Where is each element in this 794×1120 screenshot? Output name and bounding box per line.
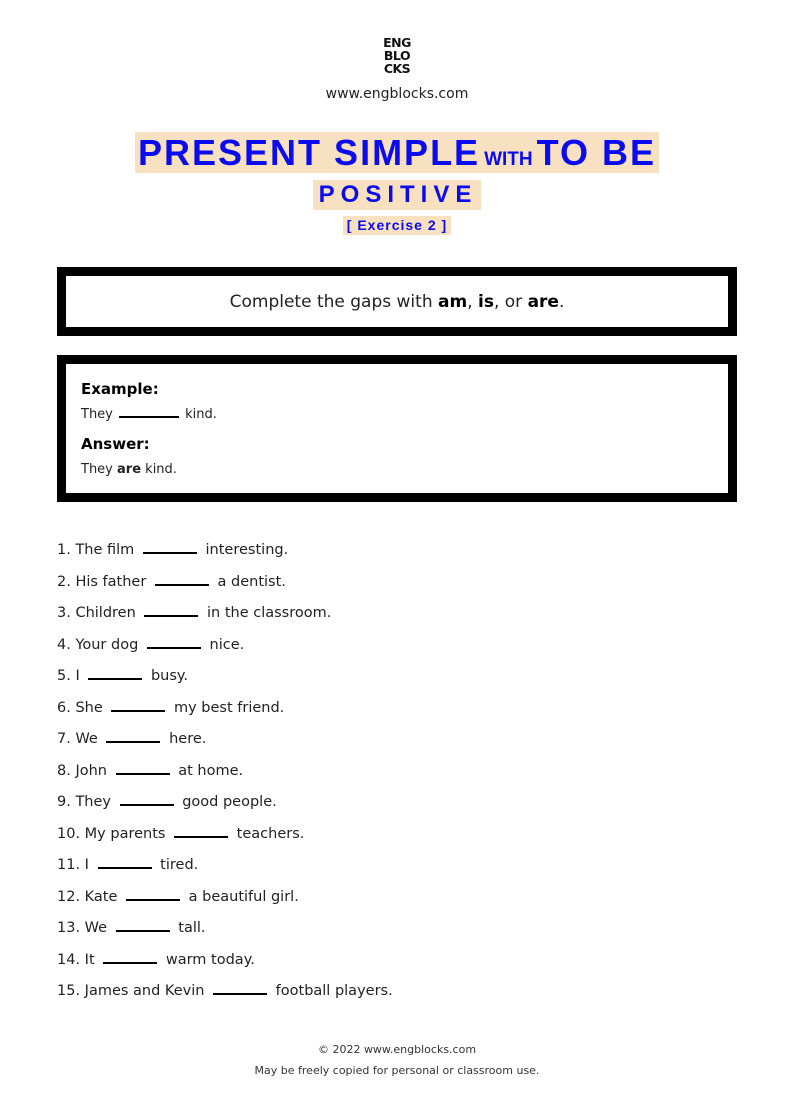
footer-copyright: © 2022 www.engblocks.com <box>317 1043 477 1056</box>
answer-blank[interactable] <box>111 696 165 712</box>
answer-blank[interactable] <box>116 916 170 932</box>
question-item: 2. His father a dentist. <box>57 570 737 602</box>
answer-blank[interactable] <box>147 633 201 649</box>
answer-blank[interactable] <box>143 538 197 554</box>
question-item: 5. I busy. <box>57 664 737 696</box>
answer-blank[interactable] <box>144 601 198 617</box>
worksheet-title <box>135 132 659 173</box>
logo-line: CKS <box>383 61 411 76</box>
answer-blank[interactable] <box>106 727 160 743</box>
answer-blank[interactable] <box>88 664 142 680</box>
question-item: 9. They good people. <box>57 790 737 822</box>
question-list <box>57 538 737 1011</box>
instruction-box <box>57 267 737 336</box>
answer-label: Answer: <box>81 435 150 453</box>
question-item: 13. We tall. <box>57 916 737 948</box>
footer-license: May be freely copied for personal or classroom use. <box>254 1064 540 1077</box>
instruction-text: Complete the gaps with am, is, or are. <box>229 291 565 312</box>
answer-blank[interactable] <box>120 790 174 806</box>
answer-blank[interactable] <box>213 979 267 995</box>
logo-line: ENG <box>383 35 411 50</box>
answer-blank[interactable] <box>98 853 152 869</box>
logo-line: BLO <box>383 48 411 63</box>
answer-sentence: They are kind. <box>81 462 177 477</box>
question-item: 15. James and Kevin football players. <box>57 979 737 1011</box>
worksheet-subtitle: POSITIVE <box>313 180 482 210</box>
question-item: 11. I tired. <box>57 853 737 885</box>
question-item: 7. We here. <box>57 727 737 759</box>
answer-blank[interactable] <box>174 822 228 838</box>
engblocks-logo <box>0 37 794 76</box>
example-label: Example: <box>81 380 159 398</box>
example-blank <box>119 404 179 418</box>
question-item: 12. Kate a beautiful girl. <box>57 885 737 917</box>
answer-blank[interactable] <box>103 948 157 964</box>
title-part1: PRESENT SIMPLE <box>138 132 481 173</box>
site-url[interactable]: www.engblocks.com <box>325 86 469 102</box>
question-item: 1. The film interesting. <box>57 538 737 570</box>
exercise-tag: [ Exercise 2 ] <box>343 216 451 235</box>
example-sentence: They kind. <box>81 400 728 433</box>
title-with: WITH <box>484 149 533 170</box>
question-item: 3. Children in the classroom. <box>57 601 737 633</box>
question-item: 4. Your dog nice. <box>57 633 737 665</box>
answer-blank[interactable] <box>126 885 180 901</box>
example-box <box>57 355 737 502</box>
question-item: 8. John at home. <box>57 759 737 791</box>
question-item: 6. She my best friend. <box>57 696 737 728</box>
question-item: 14. It warm today. <box>57 948 737 980</box>
question-item: 10. My parents teachers. <box>57 822 737 854</box>
answer-blank[interactable] <box>116 759 170 775</box>
title-part2: TO BE <box>536 132 656 173</box>
answer-blank[interactable] <box>155 570 209 586</box>
